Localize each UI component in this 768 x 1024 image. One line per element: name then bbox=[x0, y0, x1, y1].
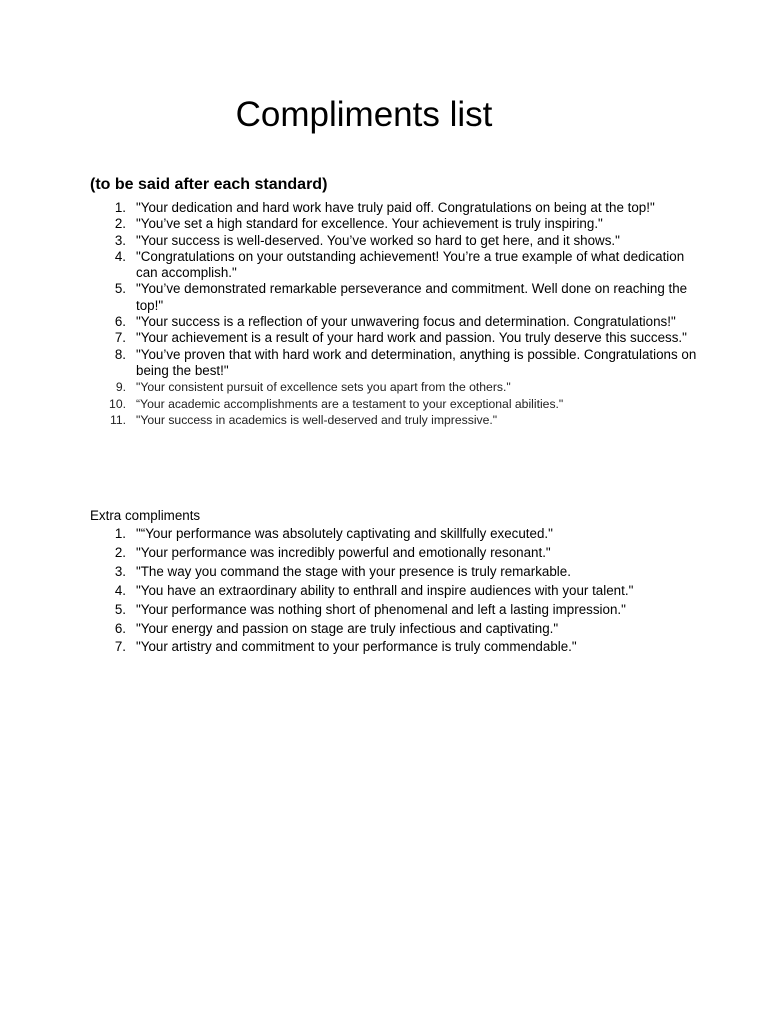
extra-compliments-heading: Extra compliments bbox=[90, 508, 201, 523]
list-number: 5. bbox=[114, 601, 126, 617]
list-number: 4. bbox=[114, 248, 126, 264]
list-item-text: "You’ve set a high standard for excellence. Your achievement is truly inspiring." bbox=[136, 216, 603, 232]
list-item-text: "Your success in academics is well-deserved and truly impressive." bbox=[136, 412, 498, 427]
list-number: 6. bbox=[114, 314, 126, 330]
list-item-text: "Your performance was nothing short of phenomenal and left a lasting impression." bbox=[136, 601, 626, 617]
list-number: 4. bbox=[114, 582, 126, 598]
list-item-text: "Your dedication and hard work have truly paid off. Congratulations on being at the top!" bbox=[136, 200, 655, 215]
list-item-text: "You’ve proven that with hard work and determination, anything is possible. Congratulations on being the best!" bbox=[136, 346, 697, 378]
list-item bbox=[0, 620, 700, 639]
list-item bbox=[0, 281, 700, 314]
list-number: 2. bbox=[114, 544, 126, 560]
list-item bbox=[0, 582, 700, 601]
list-item bbox=[0, 601, 700, 620]
list-item-text: “Your academic accomplishments are a testament to your exceptional abilities." bbox=[136, 396, 564, 411]
list-item bbox=[0, 638, 700, 657]
list-item bbox=[0, 563, 700, 582]
list-item bbox=[0, 314, 700, 330]
list-number: 10. bbox=[109, 396, 126, 411]
list-number: 1. bbox=[114, 200, 126, 215]
list-item bbox=[0, 233, 700, 249]
list-number: 1. bbox=[114, 526, 126, 541]
list-number: 3. bbox=[114, 563, 126, 579]
list-item bbox=[0, 396, 700, 412]
list-item bbox=[0, 249, 700, 282]
list-item bbox=[0, 379, 700, 395]
list-item bbox=[0, 347, 700, 380]
list-item bbox=[0, 216, 700, 232]
list-number: 8. bbox=[114, 346, 126, 362]
list-number: 7. bbox=[114, 330, 126, 346]
list-item-text: "“Your performance was absolutely captivating and skillfully executed." bbox=[136, 526, 553, 541]
list-item-text: "You have an extraordinary ability to enthrall and inspire audiences with your talent." bbox=[136, 582, 634, 598]
list-item bbox=[0, 544, 700, 563]
list-item-text: "Your success is a reflection of your unwavering focus and determination. Congratulations!" bbox=[136, 314, 676, 330]
list-item-text: "Your performance was incredibly powerful and emotionally resonant." bbox=[136, 544, 551, 560]
list-item-text: "The way you command the stage with your presence is truly remarkable. bbox=[136, 563, 571, 579]
list-item-text: "You’ve demonstrated remarkable perseverance and commitment. Well done on reaching the top!" bbox=[136, 281, 688, 313]
compliments-list bbox=[0, 200, 700, 428]
list-number: 3. bbox=[114, 232, 126, 248]
list-item bbox=[0, 200, 700, 216]
list-item bbox=[0, 412, 700, 428]
list-item-text: "Your consistent pursuit of excellence sets you apart from the others." bbox=[136, 380, 511, 395]
list-number: 9. bbox=[115, 380, 126, 395]
list-item bbox=[0, 525, 700, 544]
page-title: Compliments list bbox=[235, 95, 493, 134]
list-item-text: "Your artistry and commitment to your performance is truly commendable." bbox=[136, 639, 577, 655]
list-number: 11. bbox=[109, 412, 126, 427]
list-item-text: "Congratulations on your outstanding achievement! You’re a true example of what dedication can accomplish." bbox=[136, 248, 685, 281]
list-item bbox=[0, 330, 700, 346]
list-item-text: "Your achievement is a result of your hard work and passion. You truly deserve this success." bbox=[136, 330, 687, 346]
list-number: 2. bbox=[114, 216, 126, 232]
list-item-text: "Your energy and passion on stage are truly infectious and captivating." bbox=[136, 620, 559, 636]
list-number: 6. bbox=[114, 620, 126, 636]
section-subtitle: (to be said after each standard) bbox=[90, 176, 328, 193]
list-number: 5. bbox=[114, 281, 126, 297]
extra-compliments-list bbox=[0, 525, 700, 657]
list-number: 7. bbox=[114, 639, 126, 655]
list-item-text: "Your success is well-deserved. You’ve worked so hard to get here, and it shows." bbox=[136, 232, 620, 248]
